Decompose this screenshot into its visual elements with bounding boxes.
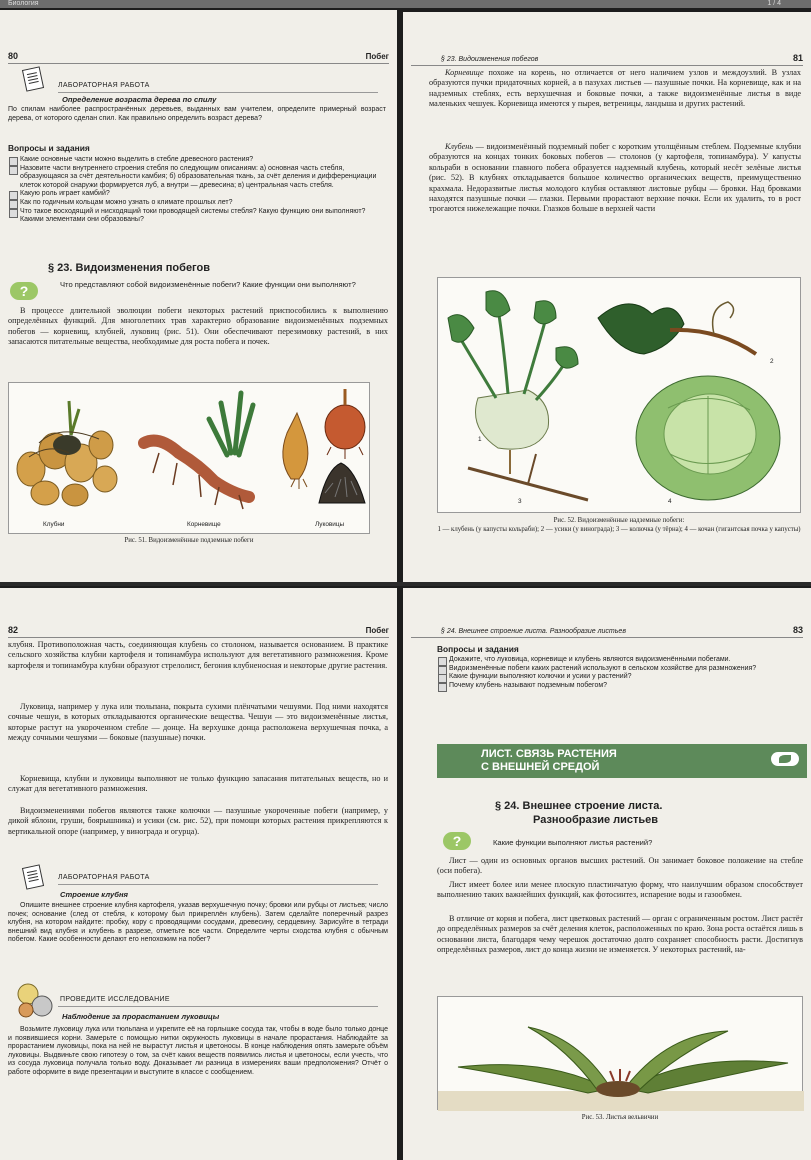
lab-title: Определение возраста дерева по спилу xyxy=(62,95,217,104)
section-title-line-1: § 24. Внешнее строение листа. xyxy=(495,800,663,812)
figure-number: 3 xyxy=(518,498,522,505)
question-item: Назовите части внутреннего строения стебля по следующим описаниям: а) основная часть стебля, образующаяся за счёт деятельности камбия; б) образовательная ткань, за счёт деления и дифференциации клеток которой снаружи формируется луб, а внутри — древесина; в) центральная часть стебля. xyxy=(8,165,388,191)
question-item: Какую роль играет камбий? xyxy=(8,190,388,199)
divider xyxy=(58,92,378,93)
viewer-top-bar xyxy=(0,0,811,8)
aboveground-shoots-illustration xyxy=(438,278,802,514)
bulbs-drawing xyxy=(283,389,365,503)
lab-label: ЛАБОРАТОРНАЯ РАБОТА xyxy=(58,82,150,89)
figure-legend: 1 — клубень (у капусты кольраби); 2 — усики (у винограда); 3 — колючка (у тёрна); 4 — кочан (гигантская почка у капусты) xyxy=(437,526,801,533)
viewer-page-indicator: 1 / 4 xyxy=(767,0,781,7)
paragraph-text: — видоизменённый подземный побег с коротким утолщённым стеблем. Подземные клубни образуются на концах тонких боковых побегов — столонов (у картофеля, топинамбура). У капусты кольраби в основании главного побега образуется надземный клубень, который несёт зелёные листья (рис. 52). В клубнях откладывается большое количество органических веществ, преимущественно крахмала. Недоразвитые листья молодого клубня оставляют листовые рубцы — бровки. Над бровками находятся пазушные почки — глазки. Первыми прорастают верхние почки. Если их удалить, то в рост трогаются нижележащие почки. Глазков больше в верхней части xyxy=(429,142,801,214)
divider xyxy=(58,884,378,885)
viewer-title: Биология xyxy=(8,0,39,7)
questions-list xyxy=(437,656,803,690)
research-label: ПРОВЕДИТЕ ИССЛЕДОВАНИЕ xyxy=(60,996,170,1003)
running-title: Побег xyxy=(365,52,389,61)
research-icon xyxy=(14,980,54,1020)
page-gutter xyxy=(0,582,811,586)
paragraph-1: клубня. Противоположная часть, соединяющая клубень со столоном, называется основанием. В практике сельского хозяйства клубни картофеля и топинамбура используют для вегетативного размножения. Кроме картофеля и топинамбура клубни образуют стрелолист, бегония клубненосная и некоторые другие растения. xyxy=(8,640,388,670)
section-paragraph: В процессе длительной эволюции побеги некоторых растений приспособились к выполнению определённых функций. Для многолетних трав характерно образование видоизменённых подземных побегов — корневищ, клубней, луковиц (рис. 51). Они обеспечивают перезимовку растений, в них запасаются питательные вещества, необходимые для роста побега и почек. xyxy=(8,306,388,347)
research-title: Наблюдение за прорастанием луковицы xyxy=(62,1012,220,1021)
figure-caption: Рис. 52. Видоизменённые надземные побеги: xyxy=(553,517,685,524)
page-81 xyxy=(403,12,811,582)
lab-text: Опишите внешнее строение клубня картофеля, указав верхушечную почку; бровки или рубцы от листьев; число почек; основание (след от стебля, к которому был прикреплён клубень). Затем сделайте поперечный разрез клубня, на котором найдите: пробку, кору с проводящими сосудами, древесину, сердцевину. Зарисуйте в тетради внешний вид клубня и клубень в разрезе, отметьте все части. Определите черты сходства клубня с обычным побегом. Какие особенности делают его непохожим на побег? xyxy=(8,902,388,944)
term-tuber: Клубень xyxy=(445,142,474,151)
questions-header: Вопросы и задания xyxy=(8,143,90,153)
welwitschia-illustration xyxy=(438,997,804,1111)
figure-51 xyxy=(8,382,370,534)
lab-label: ЛАБОРАТОРНАЯ РАБОТА xyxy=(58,874,150,881)
section-question: Какие функции выполняют листья растений? xyxy=(493,838,653,847)
paragraph-tuber xyxy=(429,142,801,215)
figure-52 xyxy=(437,277,801,513)
page-83 xyxy=(403,588,811,1160)
cabbage-drawing xyxy=(636,376,780,500)
running-title: Побег xyxy=(365,626,389,635)
running-header xyxy=(411,52,803,66)
running-header xyxy=(411,624,803,638)
lab-title: Строение клубня xyxy=(60,890,129,899)
running-title: § 24. Внешнее строение листа. Разнообразие листьев xyxy=(441,628,626,635)
chapter-title-line-2: С ВНЕШНЕЙ СРЕДОЙ xyxy=(481,761,600,773)
rhizome-drawing xyxy=(144,393,253,509)
figure-number: 4 xyxy=(668,498,672,505)
divider xyxy=(58,1006,378,1007)
question-item: Докажите, что луковица, корневище и клубень являются видоизменёнными побегами. xyxy=(437,656,803,665)
figure-label-bulbs: Луковицы xyxy=(315,521,345,528)
lab-notebook-icon xyxy=(22,864,44,889)
figure-caption: Рис. 53. Листья вельвичии xyxy=(581,1114,659,1121)
page-82 xyxy=(0,588,397,1160)
paragraph-1: Лист — один из основных органов высших растений. Он занимает боковое положение на стебле (оси побега). xyxy=(437,856,803,876)
question-item: Видоизменённые побеги каких растений используют в сельском хозяйстве для размножения? xyxy=(437,665,803,674)
question-item: Как по годичным кольцам можно узнать о климате прошлых лет? xyxy=(8,199,388,208)
paragraph-3: Корневища, клубни и луковицы выполняют не только функцию запасания питательных веществ, но и служат для вегетативного размножения. xyxy=(8,774,388,794)
leaf-icon xyxy=(771,752,799,766)
question-item: Какие функции выполняют колючки и усики у растений? xyxy=(437,673,803,682)
paragraph-3: В отличие от корня и побега, лист цветковых растений — орган с ограниченным ростом. Лист растёт до определённых размеров за счёт деления клеток, расположенных по краю. Зона роста остаётся лишь в основании листа, благодаря чему черешок достаточно долго сохраняет способность расти. Достигнув определённых размеров, лист до конца жизни не изменяется. У некоторых растений, на- xyxy=(437,914,803,955)
figure-53 xyxy=(437,996,803,1110)
paragraph-text: похоже на корень, но отличается от него наличием узлов и междоузлий. В узлах образуются пучки придаточных корней, а в пазухах листьев — пазушные почки. На корневище, как и на надземных стеблях, есть верхушечная и боковые почки, а также видоизменённые листья в виде маленьких чешуек. Корневища имеются у пырея, ветреницы, ландыша и других растений. xyxy=(429,68,801,109)
thorn-drawing xyxy=(468,454,588,500)
chapter-title-line-1: ЛИСТ. СВЯЗЬ РАСТЕНИЯ xyxy=(481,748,617,760)
question-mark-icon: ? xyxy=(10,282,38,300)
kohlrabi-drawing xyxy=(448,291,578,474)
paragraph-2: Лист имеет более или менее плоскую пластинчатую форму, что наилучшим образом способствует выполнению таких важнейших функций, как фотосинтез, испарение воды и газообмен. xyxy=(437,880,803,900)
questions-header: Вопросы и задания xyxy=(437,644,519,654)
grape-tendril-drawing xyxy=(598,302,756,354)
question-item: Что такое восходящий и нисходящий токи проводящей системы стебля? Какую функцию они выполняют? Какими элементами они образованы? xyxy=(8,208,388,225)
figure-label-tubers: Клубни xyxy=(43,521,65,528)
section-title-line-2: Разнообразие листьев xyxy=(533,814,659,826)
section-question: Что представляют собой видоизменённые побеги? Какие функции они выполняют? xyxy=(60,280,356,289)
running-header xyxy=(8,624,389,638)
figure-number: 2 xyxy=(770,358,774,365)
paragraph-4: Видоизменениями побегов являются также колючки — пазушные укороченные побеги (например, у дикой яблони, груши, боярышника) и усики (см. рис. 52), при помощи которых растения прикрепляются к вертикальной опоре (например, у винограда и огурца). xyxy=(8,806,388,836)
term-rhizome: Корневище xyxy=(445,68,484,77)
page-number: 80 xyxy=(8,51,19,61)
question-mark-icon: ? xyxy=(443,832,471,850)
page-number: 81 xyxy=(792,53,803,63)
figure-caption: Рис. 51. Видоизменённые подземные побеги xyxy=(124,537,254,544)
running-title: § 23. Видоизменения побегов xyxy=(441,56,539,63)
question-item: Почему клубень называют подземным побегом? xyxy=(437,682,803,691)
tubers-drawing xyxy=(17,401,117,506)
figure-number: 1 xyxy=(478,436,482,443)
question-item: Какие основные части можно выделить в стебле древесного растения? xyxy=(8,156,388,165)
questions-list xyxy=(8,156,388,225)
research-text: Возьмите луковицу лука или тюльпана и укрепите её на горлышке сосуда так, чтобы в воде было только донце и появившиеся корни. Замерьте с помощью нитки окружность луковицы в начале прорастания. Наблюдайте за прорастанием луковицы, пока на ней не вырастут листья и цветоносы. В конце наблюдения опять замерьте объём луковицы. Выдвиньте свою гипотезу о том, за счёт каких веществ появились листья и цветоносы, если учесть, что из сосуда луковица получала только воду. Доказывает ли разница в измерениях ваши предположения? Отчёт о работе оформите в виде презентации и выступите в классе с сообщением. xyxy=(8,1026,388,1076)
paragraph-rhizome xyxy=(429,68,801,110)
running-header xyxy=(8,50,389,64)
lab-notebook-icon xyxy=(22,66,44,91)
chapter-banner xyxy=(437,744,807,778)
paragraph-2: Луковица, например у лука или тюльпана, покрыта сухими плёнчатыми чешуями. Под ними находятся сочные чешуи, в которых откладываются органические вещества. Чешуи — это видоизменённые листья, которые растут на укороченном стебле — донце. На верхушке донца расположена верхушечная почка, а между сочными чешуями — боковые (пазушные) почки. xyxy=(8,702,388,743)
underground-shoots-illustration xyxy=(9,383,371,535)
page-number: 82 xyxy=(8,625,19,635)
page-80 xyxy=(0,10,397,582)
section-title: § 23. Видоизменения побегов xyxy=(48,262,210,274)
lab-text: По спилам наиболее распространённых деревьев, выданных вам учителем, определите примерный возраст дерева, от которого сделан спил. Как правильно определить возраст дерева? xyxy=(8,106,386,122)
page-number: 83 xyxy=(792,625,803,635)
figure-label-rhizome: Корневище xyxy=(187,521,221,528)
